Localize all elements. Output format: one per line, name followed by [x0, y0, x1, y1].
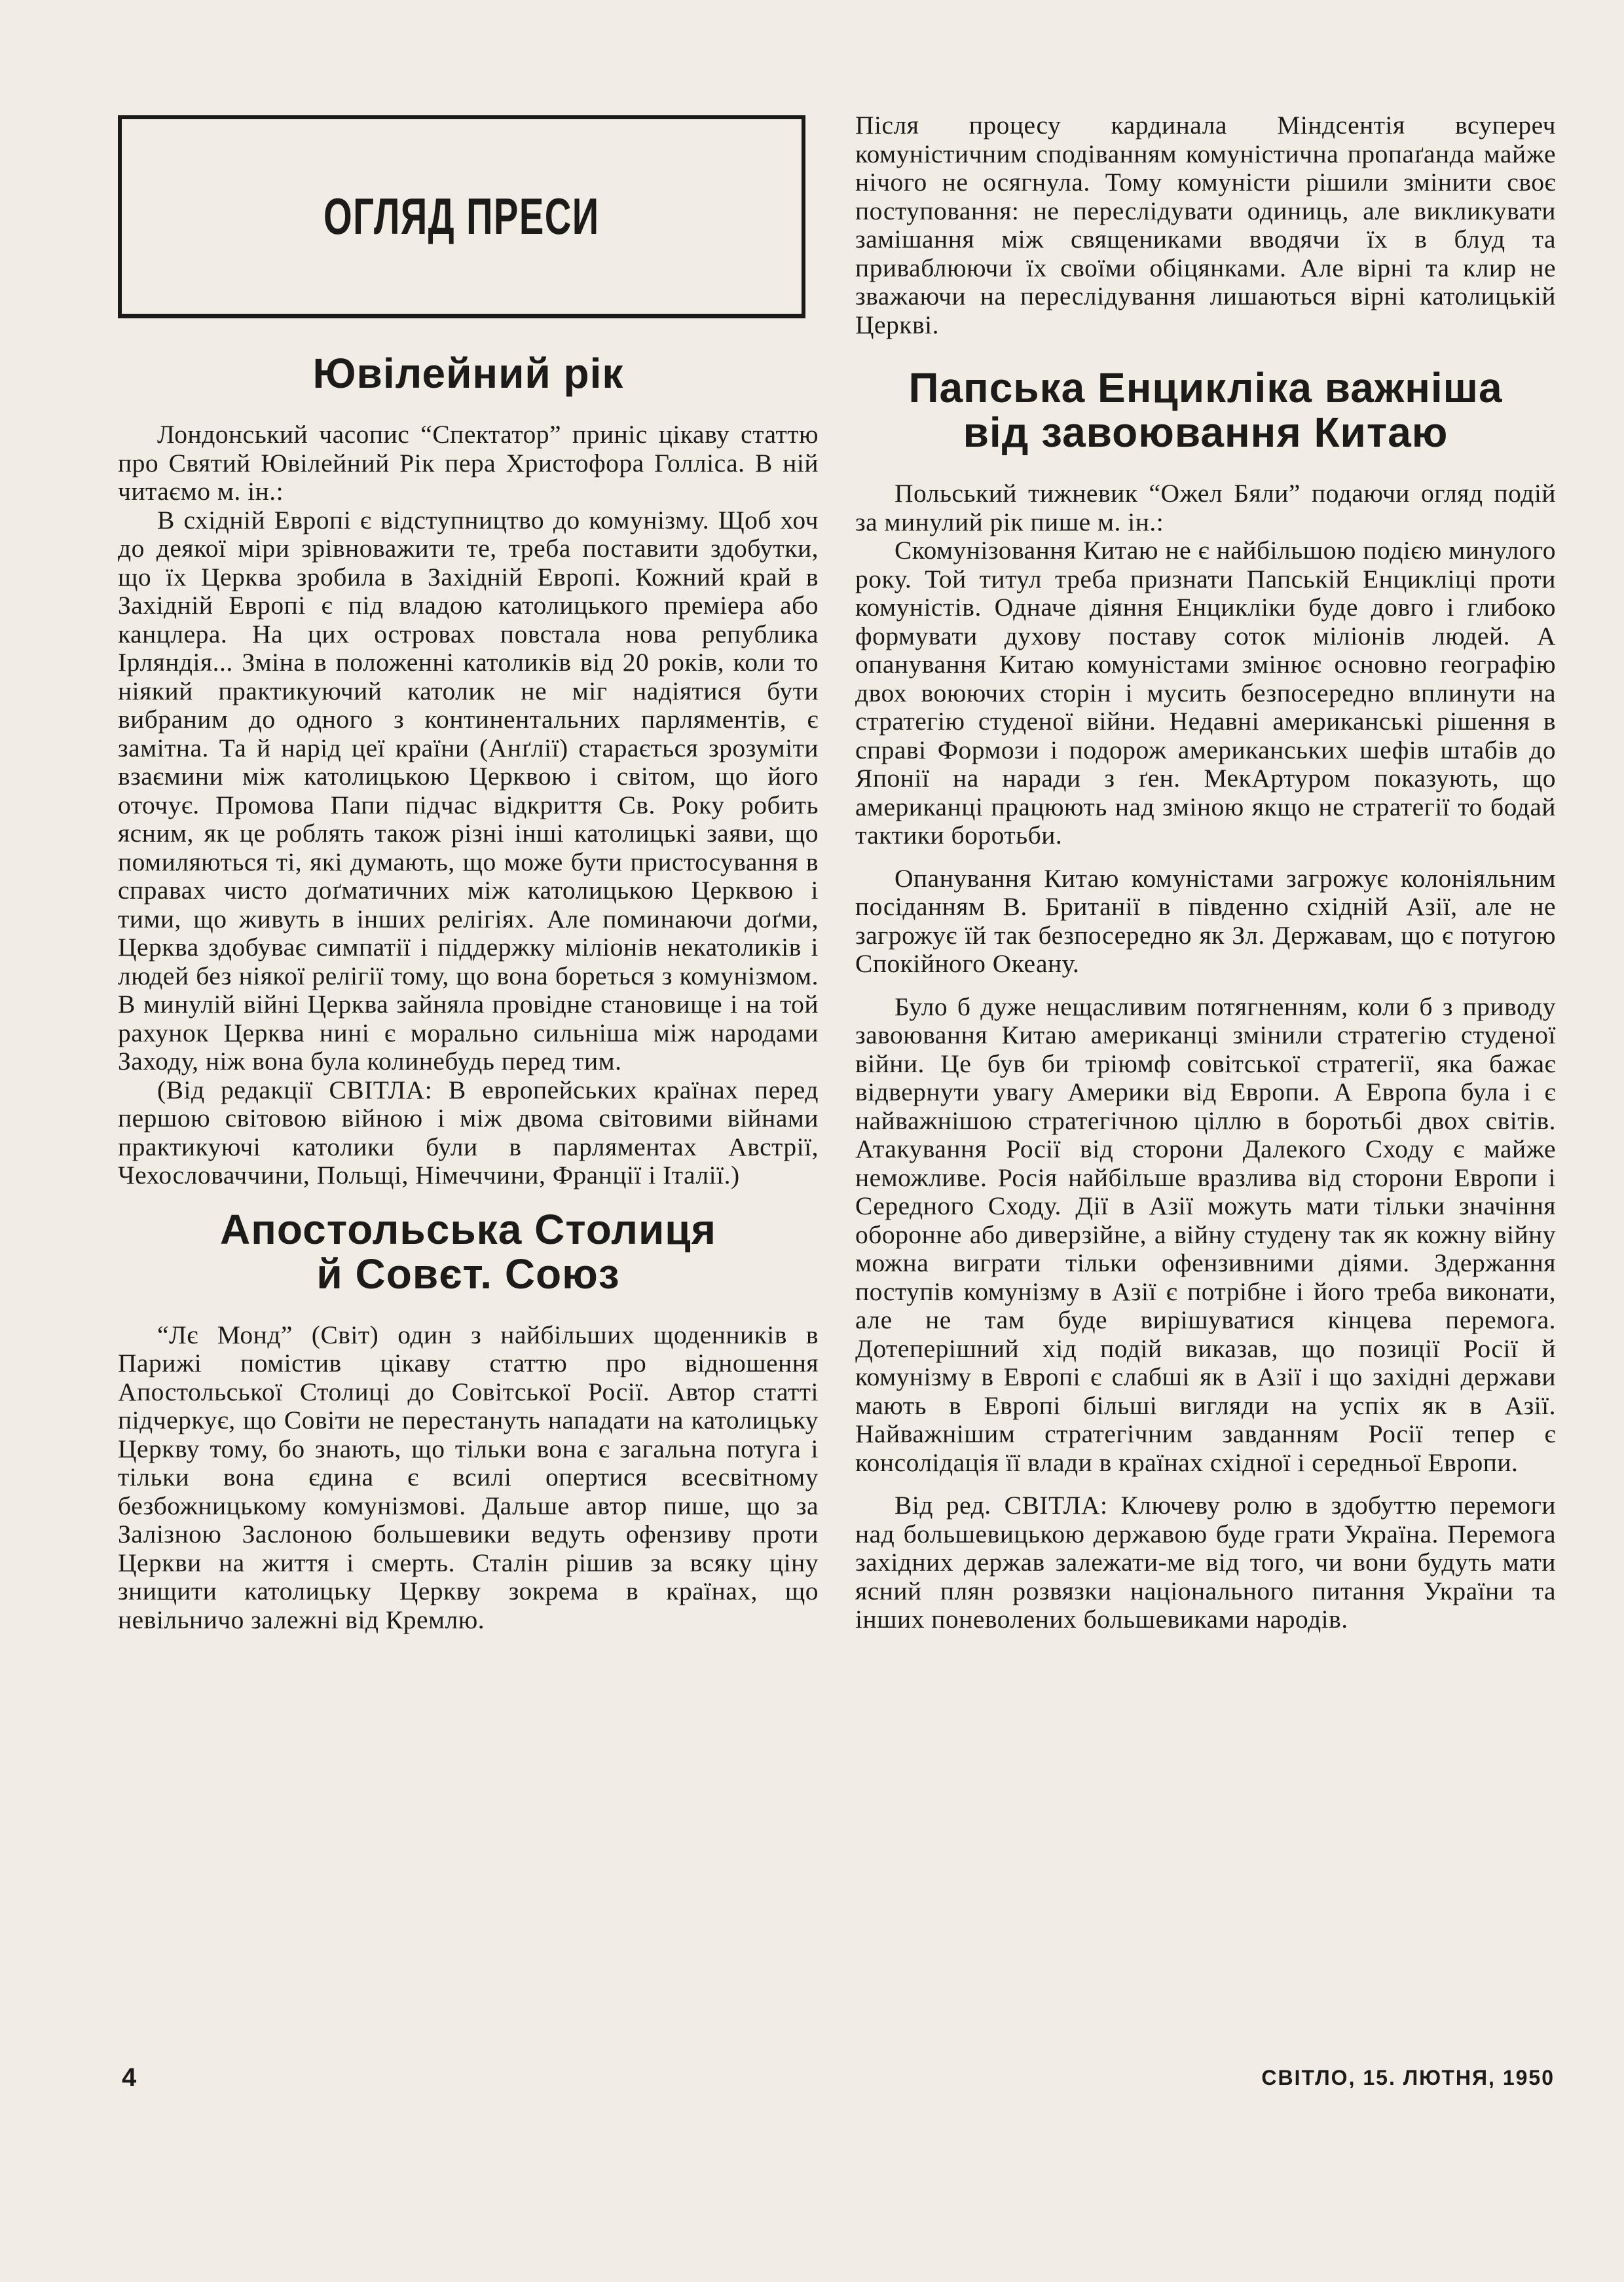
article-title [118, 1207, 819, 1296]
page-number: 4 [122, 2063, 137, 2092]
article-papal-encyclical [855, 365, 1556, 1634]
article-title-line: від завоювання Китаю [963, 409, 1449, 456]
article-paragraph-continued: Після процесу кардинала Міндсентія всупереч комуністичним сподіванням комуністична пропаґанда майже нічого не осягнула. Тому комуністи рішили змінити своє поступовання: не переслідувати одиниць, але викликувати замішання між священиками вводячи їх в блуд та приваблюючи їх своїми обіцянками. Але вірні та клир не зважаючи на переслідування лишаються вірні католицькій Церкві. [855, 111, 1556, 339]
editorial-note: (Від редакції СВІТЛА: В европейських країнах перед першою світовою війною і між двома світовими війнами практикуючі католики були в парляментах Австрії, Чехословаччини, Польщі, Німеччини, Франції і Італії.) [118, 1075, 819, 1189]
footer-masthead: СВІТЛО, 15. ЛЮТНЯ, 1950 [1261, 2066, 1555, 2089]
article-apostolic-see [118, 1207, 819, 1635]
article-title-line: Папська Енцикліка важніша [908, 364, 1503, 411]
section-header-box [118, 115, 805, 318]
article-title: Ювілейний рік [312, 350, 624, 397]
left-column [118, 115, 819, 1634]
article-paragraph: Було б дуже нещасливим потягненням, коли б з приводу завоювання Китаю американці змінили стратегію студеної війни. Це був би тріюмф совітської стратегії, яка бажає відвернути увагу Америки від Европи. А Европа була і є найважнішою стратегічною ціллю в боротьбі двох світів. Атакування Росії від сторони Далекого Сходу є майже неможливе. Росія найбільше вразлива від сторони Европи і Середного Сходу. Дії в Азії можуть мати тільки значіння оборонне або диверзійне, а війну студену так як кожну війну можна виграти тільки офензивними діями. Здержання поступів комунізму в Азії є потрібне і його треба виконати, але не там буде вирішуватися кінцева перемога. Дотеперішний хід подій виказав, що позиції Росії й комунізму в Европі є слабші як в Азії і що західні держави мають в Европі більші вигляди на успіх як в Азії. Найважнішим стратегічним завданням Росії тепер є консолідація її влади в країнах східної і середньої Европи. [855, 992, 1556, 1477]
article-paragraph: “Лє Монд” (Світ) один з найбільших щоденників в Парижі помістив цікаву статтю про відношення Апостольської Столиці до Совітської Росії. Автор статті підчеркує, що Совіти не перестануть нападати на католицьку Церкву тому, бо знають, що тільки вона є загальна потуга і тільки вона єдина є всилі опертися всесвітному безбожницькому комунізмові. Дальше автор пише, що за Залізною Заслоною большевики ведуть офензиву проти Церкви на життя і смерть. Сталін рішив за всяку ціну знищити католицьку Церкву зокрема в країнах, що невільничо залежні від Кремлю. [118, 1320, 819, 1634]
article-paragraph: Скомунізовання Китаю не є найбільшою подією минулого року. Той титул треба признати Папській Енцикліці проти комуністів. Одначе діяння Енцикліки буде довго і глибоко формувати духову поставу соток міліонів людей. А опанування Китаю комуністами змінює основно географію двох воюючих сторін і мусить безпосередно вплинути на стратегію студеної війни. Недавні американські рішення в справі Формози і подорож американських шефів штабів до Японії на наради з ґен. МекАртуром показують, що американці працюють над зміною якщо не стратегії то бодай тактики боротьби. [855, 536, 1556, 850]
article-paragraph: Польський тижневик “Ожел Бяли” подаючи огляд подій за минулий рік пише м. ін.: [855, 479, 1556, 536]
article-title-line: Апостольська Столиця [220, 1205, 716, 1253]
article-jubilee-year [118, 351, 819, 1190]
editorial-note: Від ред. СВІТЛА: Ключеву ролю в здобуттю перемоги над большевицькою державою буде грати Україна. Перемога західних держав залежати-ме від того, чи вони будуть мати ясний плян розвязки національного питання України та інших поневолених большевиками народів. [855, 1491, 1556, 1634]
article-paragraph: Лондонський часопис “Спектатор” приніс цікаву статтю про Святий Ювілейний Рік пера Христофора Голліса. В ній читаємо м. ін.: [118, 420, 819, 506]
right-column [855, 111, 1556, 1634]
article-title-line: й Совєт. Союз [316, 1250, 620, 1298]
section-title: ОГЛЯД ПРЕСИ [323, 187, 600, 245]
article-title [855, 365, 1556, 455]
article-paragraph: Опанування Китаю комуністами загрожує колоніяльним посіданням В. Британії в південно східній Азії, але не загрожує їй так безпосередно як Зл. Державам, що є потугою Спокійного Океану. [855, 863, 1556, 978]
article-paragraph: В східній Европі є відступництво до комунізму. Щоб хоч до деякої міри зрівноважити те, треба поставити здобутки, що їх Церква зробила в Західній Европі. Кожний край в Західній Европі є під владою католицького преміера або канцлера. На цих островах повстала нова република Ірляндія... Зміна в положенні католиків від 20 років, коли то ніякий практикуючий католик не міг надіятися бути вибраним до одного з континентальних парляментів, є замітна. Та й нарід цеї країни (Анґлії) старається зрозуміти взаємини між католицькою Церквою і світом, що його оточує. Промова Папи підчас відкриття Св. Року робить ясним, як це роблять також різні інші католицькі заяви, що помиляються ті, які думають, що може бути пристосування в справах чисто доґматичних між католицькою Церквою і тими, що живуть в інших релігіях. Але поминаючи доґми, Церква здобуває симпатії і піддержку міліонів некатоликів і людей без ніякої релігії тому, що вона бореться з комунізмом. В минулій війні Церква зайняла провідне становище і на той рахунок Церква нині є морально сильніша між народами Заходу, ніж вона була колинебудь перед тим. [118, 505, 819, 1076]
